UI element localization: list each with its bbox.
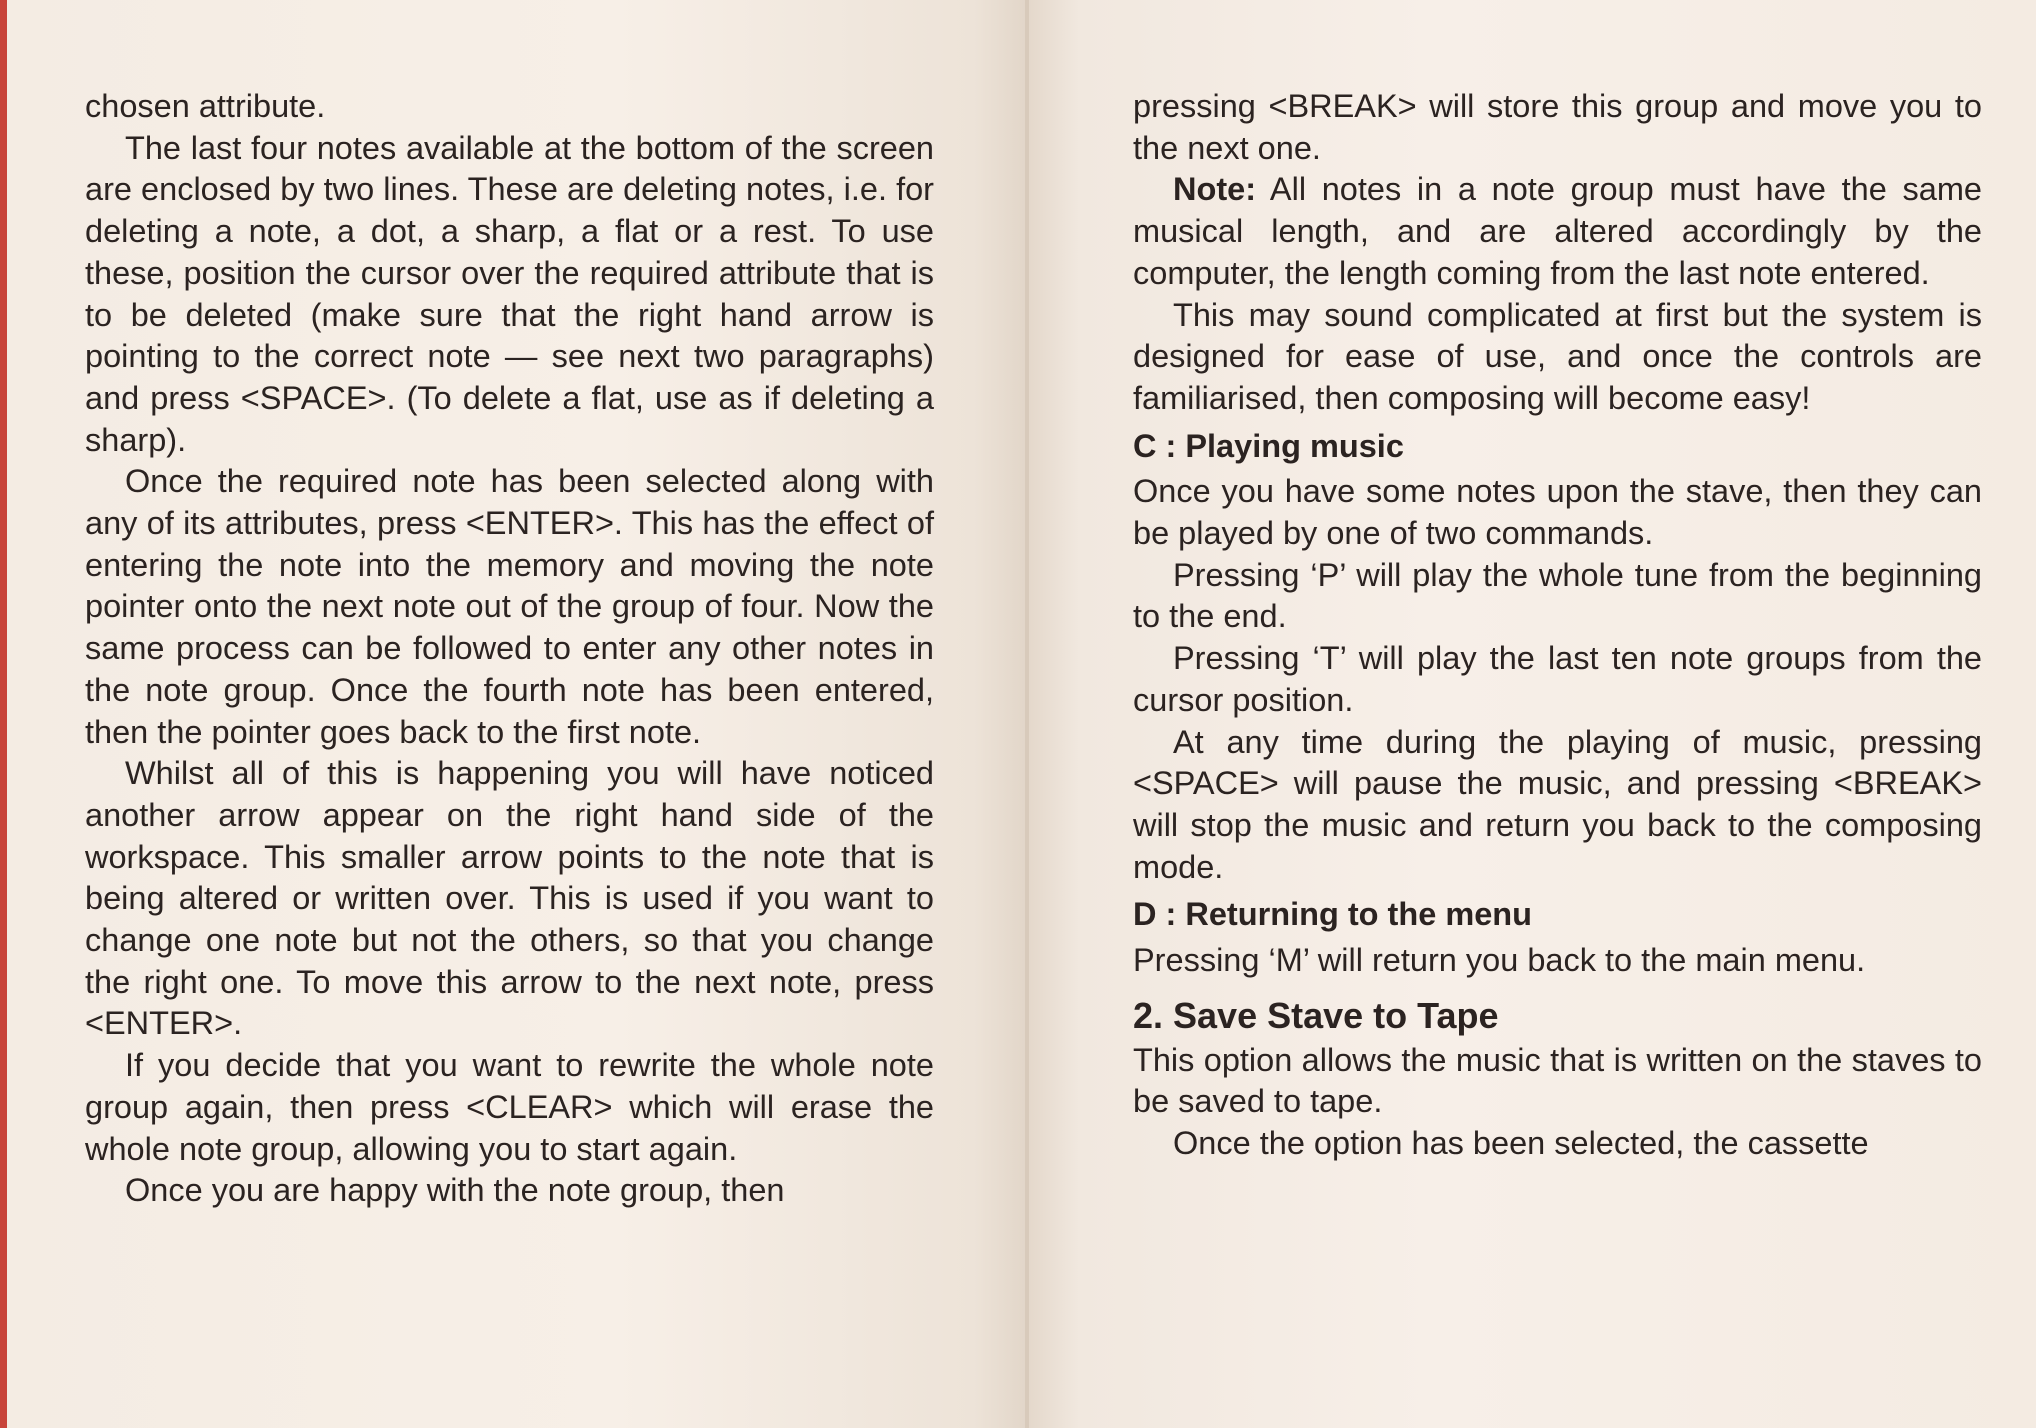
paragraph: Once you have some notes upon the stave, then they can be played by one of two commands. [1133, 473, 1982, 552]
paragraph: chosen attribute. [85, 88, 326, 124]
section-heading-save-stave: 2. Save Stave to Tape [1133, 994, 1499, 1036]
right-page-text [1133, 86, 1982, 1165]
paragraph: The last four notes available at the bottom of the screen are enclosed by two lines. These are deleting notes, i.e. for deleting a note, a dot, a sharp, a flat or a rest. To use these, position the cursor over the required attribute that is to be deleted (make sure that the right hand arrow is pointing to the correct note — see next two paragraphs) and press <SPACE>. (To delete a flat, use as if deleting a sharp). [85, 129, 934, 458]
right-page [1029, 0, 2036, 1428]
section-heading-playing-music: C : Playing music [1133, 427, 1404, 464]
paragraph: Once the required note has been selected along with any of its attributes, press <ENTER>. This has the effect of entering the note into the memory and moving the note pointer onto the next note out of the group of four. Now the same process can be followed to enter any other notes in the note group. Once the fourth note has been entered, then the pointer goes back to the first note. [85, 463, 934, 750]
note-label: Note: [1173, 171, 1257, 208]
cover-edge [0, 0, 7, 1428]
paragraph: Pressing ‘T’ will play the last ten note groups from the cursor position. [1133, 640, 1982, 718]
paragraph: pressing <BREAK> will store this group and move you to the next one. [1133, 88, 1982, 166]
paragraph: Pressing ‘M’ will return you back to the main menu. [1133, 942, 1866, 979]
left-page [7, 0, 1025, 1428]
paragraph: If you decide that you want to rewrite the whole note group again, then press <CLEAR> which will erase the whole note group, allowing you to start again. [85, 1047, 934, 1167]
left-page-text [85, 86, 934, 1212]
paragraph: Once you are happy with the note group, then [125, 1172, 785, 1209]
section-heading-returning-to-menu: D : Returning to the menu [1133, 896, 1532, 933]
note-text: All notes in a note group must have the same musical length, and are altered accordingly by the computer, the length coming from the last note entered. [1133, 171, 1982, 291]
paragraph: At any time during the playing of music, pressing <SPACE> will pause the music, and pressing <BREAK> will stop the music and return you back to the composing mode. [1133, 723, 1982, 885]
paragraph: Once the option has been selected, the cassette [1173, 1125, 1869, 1162]
paragraph: Whilst all of this is happening you will have noticed another arrow appear on the right hand side of the workspace. This smaller arrow points to the note that is being altered or written over. This is used if you want to change one note but not the others, so that you change the right one. To move this arrow to the next note, press <ENTER>. [85, 755, 934, 1042]
paragraph: This option allows the music that is written on the staves to be saved to tape. [1133, 1041, 1982, 1120]
paragraph: Pressing ‘P’ will play the whole tune from the beginning to the end. [1133, 556, 1982, 635]
paragraph: This may sound complicated at first but the system is designed for ease of use, and once the controls are familiarised, then composing will become easy! [1133, 296, 1982, 416]
note-paragraph [1133, 169, 1982, 294]
